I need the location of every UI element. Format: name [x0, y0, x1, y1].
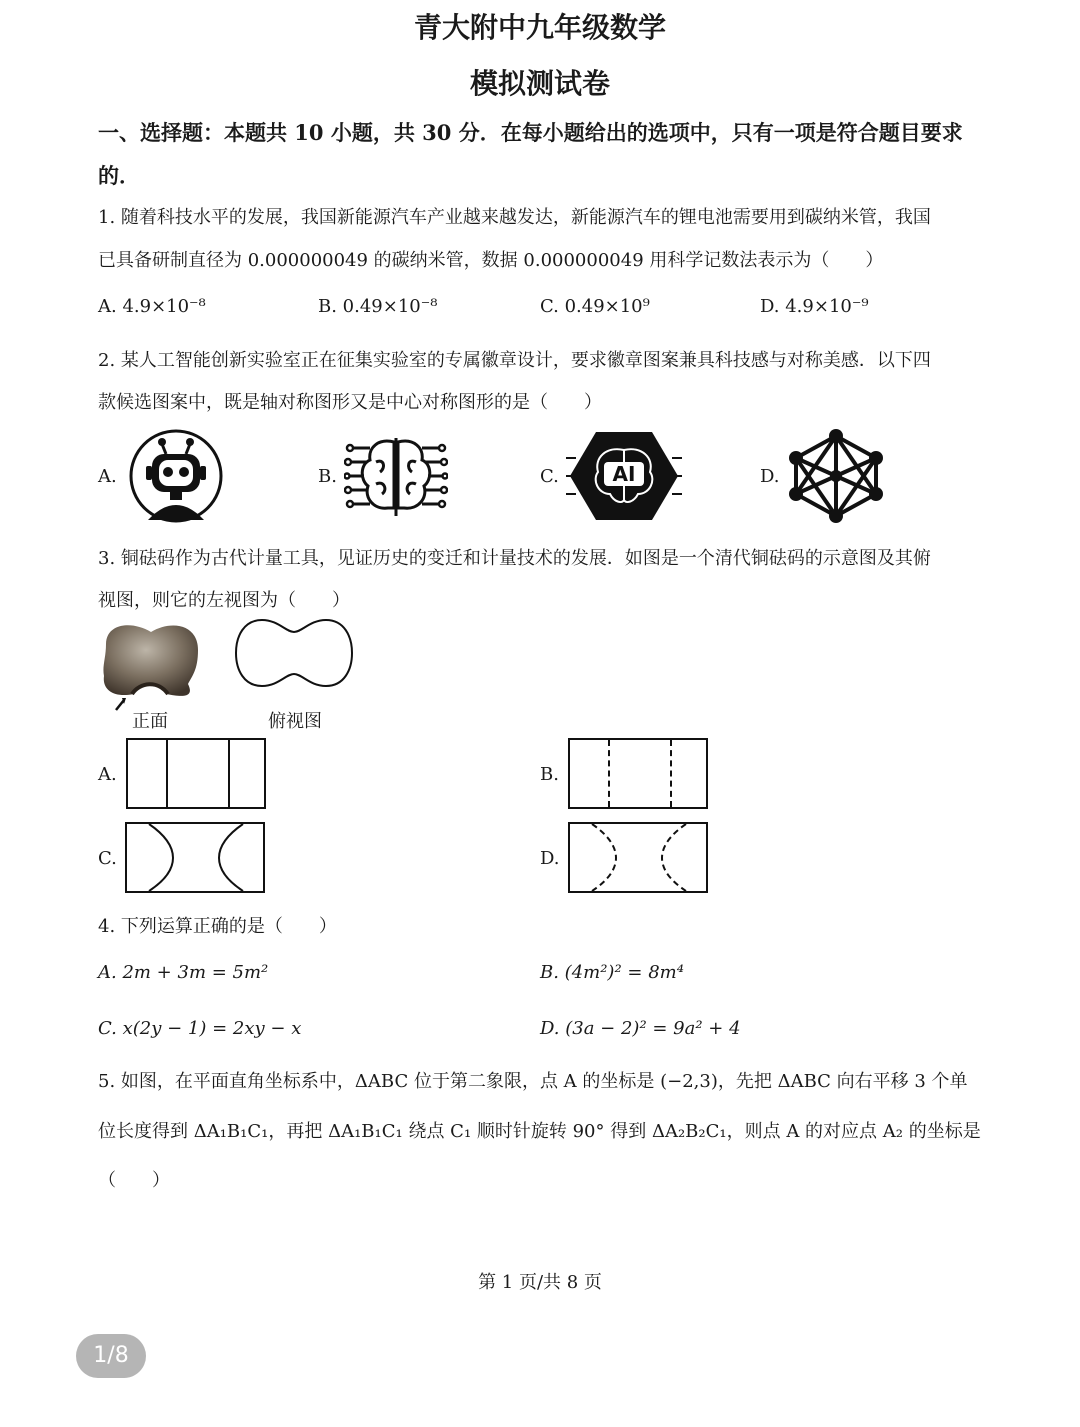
q1-text-line2: 已具备研制直径为 0.000000049 的碳纳米管，数据 0.000000049 用科学记数法表示为（ ） [98, 250, 884, 271]
q4-option-c: C. x(2y − 1) = 2xy − x [98, 1018, 302, 1039]
front-label: 正面 [132, 711, 168, 732]
q2-text-line2: 款候选图案中，既是轴对称图形又是中心对称图形的是（ ） [98, 392, 602, 413]
q1-option-a: A. 4.9×10⁻⁸ [98, 296, 206, 317]
section-heading: 一、选择题：本题共 10 小题，共 30 分．在每小题给出的选项中，只有一项是符合题目要求 [98, 120, 963, 145]
q2-label-c: C. [540, 466, 559, 487]
q3-text-line2: 视图，则它的左视图为（ ） [98, 590, 350, 611]
q3-text-line1: 3. 铜砝码作为古代计量工具，见证历史的变迁和计量技术的发展．如图是一个清代铜砝码的示意图及其俯 [98, 548, 931, 569]
q4-text: 4. 下列运算正确的是（ ） [98, 916, 337, 937]
q4-option-a: A. 2m + 3m = 5m² [98, 962, 269, 983]
q4-option-d: D. (3a − 2)² = 9a² + 4 [540, 1018, 741, 1039]
q3-label-b: B. [540, 764, 559, 785]
q2-label-d: D. [760, 466, 780, 487]
q1-text-line1: 1. 随着科技水平的发展，我国新能源汽车产业越来越发达，新能源汽车的锂电池需要用到碳纳米管，我国 [98, 207, 931, 228]
q2-text-line1: 2. 某人工智能创新实验室正在征集实验室的专属徽章设计，要求徽章图案兼具科技感与对称美感．以下四 [98, 350, 931, 371]
page-footer: 第 1 页/共 8 页 [478, 1272, 602, 1293]
q3-option-c-figure [125, 822, 267, 894]
q4-option-b: B. (4m²)² = 8m⁴ [540, 962, 684, 983]
q3-option-b-figure [568, 738, 708, 809]
q5-text-line1: 5. 如图，在平面直角坐标系中，ΔABC 位于第二象限，点 A 的坐标是 (−2,3)，先把 ΔABC 向右平移 3 个单 [98, 1071, 968, 1092]
page-indicator[interactable]: 1/8 [76, 1334, 146, 1378]
q1-option-d: D. 4.9×10⁻⁹ [760, 296, 869, 317]
top-view-label: 俯视图 [268, 711, 322, 732]
page-title: 青大附中九年级数学 [413, 11, 666, 44]
q2-label-a: A. [98, 466, 117, 487]
section-heading-cont: 的． [98, 163, 140, 188]
q1-option-c: C. 0.49×10⁹ [540, 296, 650, 317]
q5-text-line3: （ ） [98, 1170, 170, 1191]
q1-option-b: B. 0.49×10⁻⁸ [318, 296, 438, 317]
q2-label-b: B. [318, 466, 337, 487]
top-view-figure [232, 616, 356, 690]
ai-hexagon-icon [566, 428, 682, 524]
network-graph-icon [788, 428, 884, 524]
ai-text: AI [612, 462, 636, 486]
q3-label-d: D. [540, 848, 560, 869]
q3-label-a: A. [98, 764, 117, 785]
q3-option-a-figure [126, 738, 266, 809]
q3-option-d-figure [568, 822, 710, 894]
q5-text-line2: 位长度得到 ΔA₁B₁C₁，再把 ΔA₁B₁C₁ 绕点 C₁ 顺时针旋转 90° 得到 ΔA₂B₂C₁，则点 A 的对应点 A₂ 的坐标是 [98, 1121, 981, 1142]
robot-emblem-icon [126, 428, 226, 524]
circuit-brain-icon [344, 428, 448, 524]
page-subtitle: 模拟测试卷 [469, 67, 610, 100]
q3-label-c: C. [98, 848, 117, 869]
